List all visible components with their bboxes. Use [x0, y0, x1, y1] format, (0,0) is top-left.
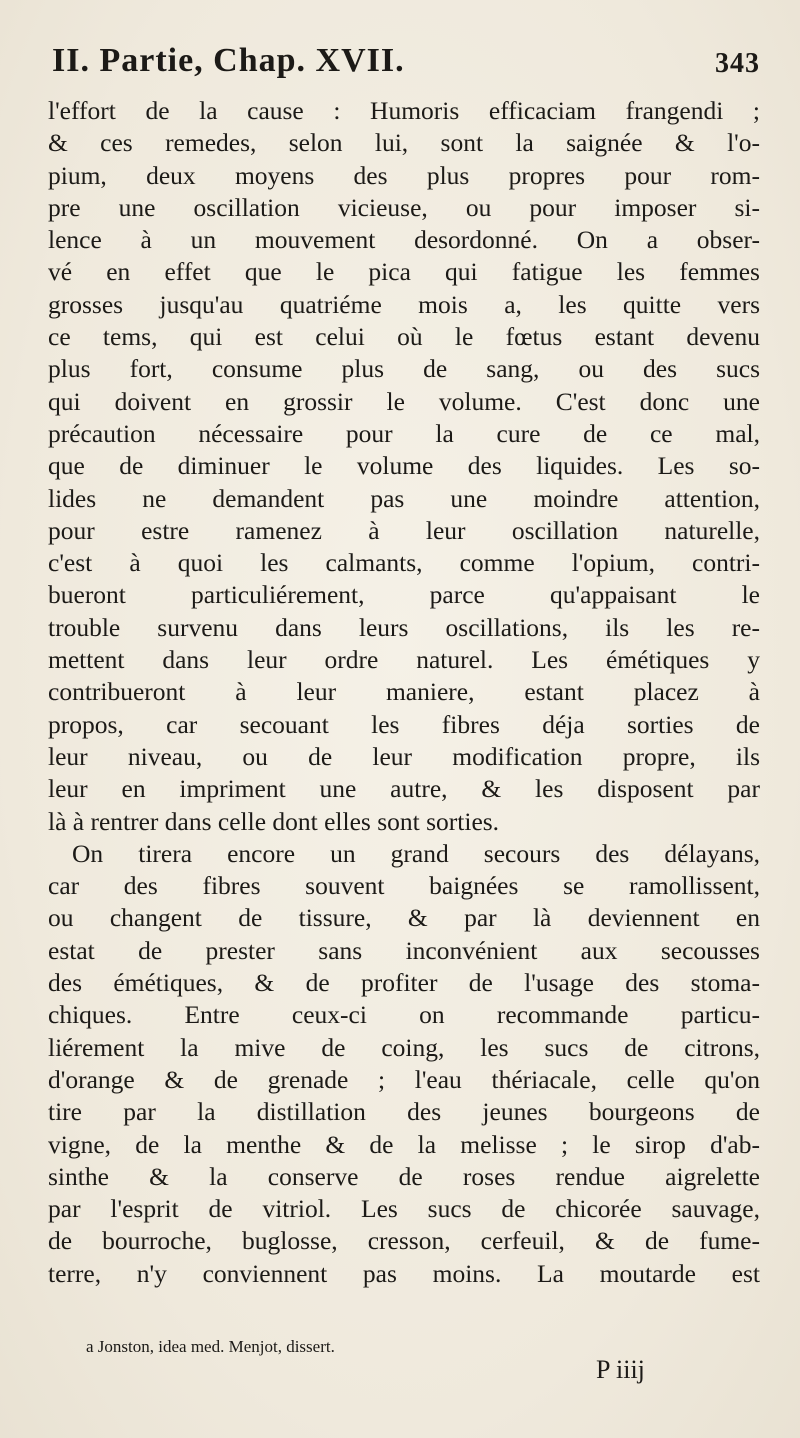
text-line: contribueront à leur maniere, estant placez à	[48, 677, 760, 707]
text-line: & ces remedes, selon lui, sont la saignée & l'o-	[48, 128, 760, 158]
text-line: ou changent de tissure, & par là deviennent en	[48, 903, 760, 933]
text-line: car des fibres souvent baignées se ramollissent,	[48, 871, 760, 901]
page-header	[52, 42, 760, 90]
text-line: mettent dans leur ordre naturel. Les émétiques y	[48, 645, 760, 675]
text-line: des émétiques, & de profiter de l'usage des stoma-	[48, 968, 760, 998]
text-line: d'orange & de grenade ; l'eau thériacale, celle qu'on	[48, 1064, 760, 1094]
text-line: pium, deux moyens des plus propres pour rom-	[48, 160, 760, 190]
text-line: bueront particuliérement, parce qu'appaisant le	[48, 580, 760, 610]
running-head: II. Partie, Chap. XVII.	[52, 42, 405, 79]
text-line: terre, n'y conviennent pas moins. La moutarde est	[48, 1258, 760, 1288]
text-line: ce tems, qui est celui où le fœtus estant devenu	[48, 322, 760, 352]
text-line: lides ne demandent pas une moindre attention,	[48, 483, 760, 513]
text-line: pour estre ramenez à leur oscillation naturelle,	[48, 515, 760, 545]
text-line: précaution nécessaire pour la cure de ce mal,	[48, 418, 760, 448]
body-text	[48, 95, 760, 1290]
signature-mark: P iiij	[596, 1355, 645, 1384]
text-line: vé en effet que le pica qui fatigue les femmes	[48, 257, 760, 287]
text-line: par l'esprit de vitriol. Les sucs de chicorée sauvage,	[48, 1194, 760, 1224]
text-line: trouble survenu dans leurs oscillations, ils les re-	[48, 612, 760, 642]
text-line: chiques. Entre ceux-ci on recommande particu-	[48, 1000, 760, 1030]
text-line: estat de prester sans inconvénient aux secousses	[48, 935, 760, 965]
text-line: leur en impriment une autre, & les disposent par	[48, 774, 760, 804]
text-line: On tirera encore un grand secours des délayans,	[72, 838, 760, 868]
text-line: pre une oscillation vicieuse, ou pour imposer si-	[48, 192, 760, 222]
text-line: qui doivent en grossir le volume. C'est donc une	[48, 386, 760, 416]
text-line: propos, car secouant les fibres déja sorties de	[48, 709, 760, 739]
text-line: liérement la mive de coing, les sucs de citrons,	[48, 1032, 760, 1062]
text-line: sinthe & la conserve de roses rendue aigrelette	[48, 1161, 760, 1191]
text-line: plus fort, consume plus de sang, ou des sucs	[48, 354, 760, 384]
text-line: tire par la distillation des jeunes bourgeons de	[48, 1097, 760, 1127]
footnote: a Jonston, idea med. Menjot, dissert.	[86, 1337, 335, 1356]
text-line: lence à un mouvement desordonné. On a obser-	[48, 225, 760, 255]
page-number: 343	[715, 48, 760, 79]
text-line: vigne, de la menthe & de la melisse ; le sirop d'ab-	[48, 1129, 760, 1159]
text-line: l'effort de la cause : Humoris efficaciam frangendi ;	[48, 96, 760, 125]
text-line: grosses jusqu'au quatriéme mois a, les quitte vers	[48, 289, 760, 319]
text-line: leur niveau, ou de leur modification propre, ils	[48, 741, 760, 771]
text-line: là à rentrer dans celle dont elles sont sorties.	[48, 806, 500, 836]
text-line: c'est à quoi les calmants, comme l'opium, contri-	[48, 548, 760, 578]
text-line: de bourroche, buglosse, cresson, cerfeuil, & de fume-	[48, 1226, 760, 1256]
text-line: que de diminuer le volume des liquides. Les so-	[48, 451, 760, 481]
